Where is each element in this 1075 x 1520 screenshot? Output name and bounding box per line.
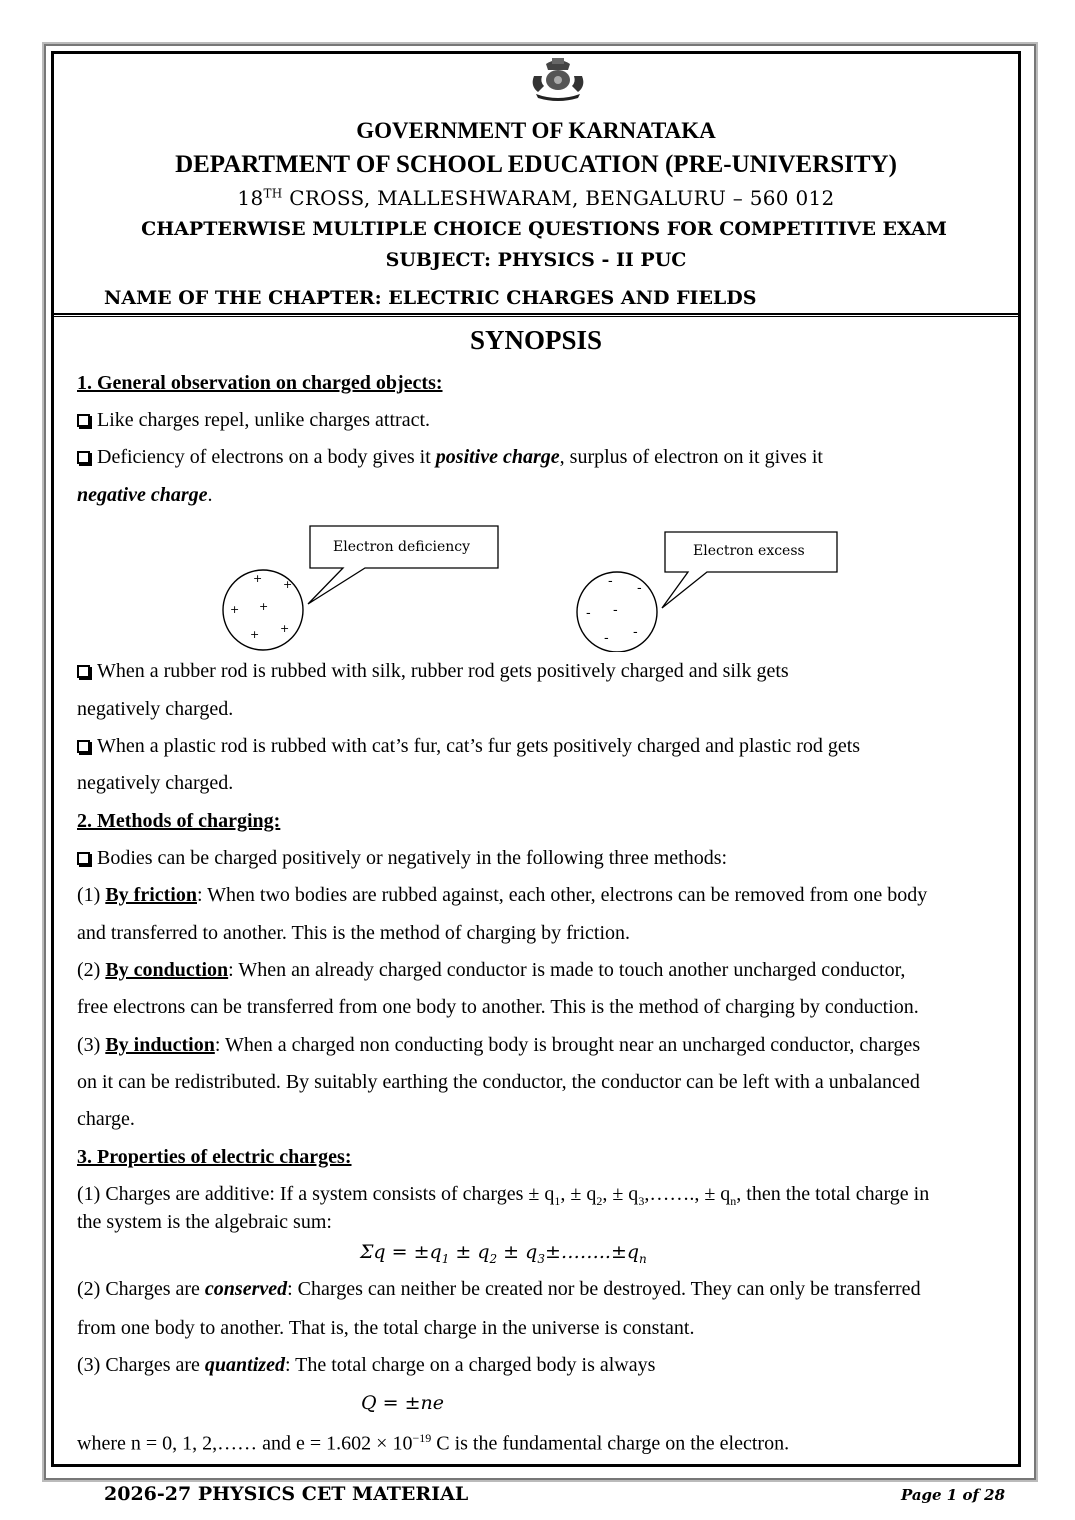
checkbox-bullet-icon [77,852,90,865]
s1-point-3-cont: negatively charged. [77,698,234,720]
s2-intro: Bodies can be charged positively or negatively in the following three methods: [77,847,727,870]
callout-electron-deficiency [308,526,498,604]
footer-page-number: Page 1 of 28 [900,1486,1005,1504]
header-subject: SUBJECT: PHYSICS - II PUC [385,249,687,271]
s2-method-3-cont: on it can be redistributed. By suitably earthing the conductor, the conductor can be left with a unbalanced [77,1071,920,1093]
s2-method-3-cont2: charge. [77,1108,135,1130]
minus-sign: - [586,606,591,621]
equation-quantization: Q = ±ne [361,1392,444,1414]
s3-property-1-cont: the system is the algebraic sum: [77,1211,332,1233]
section-3-heading: 3. Properties of electric charges: [77,1146,352,1168]
synopsis-title: SYNOPSIS [469,325,603,355]
s1-point-2-cont: negative charge. [77,484,213,506]
s2-method-2: (2) By conduction: When an already charged conductor is made to touch another uncharged conductor, [77,959,906,981]
s3-property-3-cont: where n = 0, 1, 2,…… and $e = 1.602 \times 10^{-19}$ C is the fundamental charge on the electron. [77,1431,790,1455]
header-separator [51,313,1021,317]
checkbox-bullet-icon [77,740,90,753]
plus-sign: + [253,572,263,585]
minus-sign: - [608,574,613,589]
s1-point-4: When a plastic rod is rubbed with cat’s fur, cat’s fur gets positively charged and plastic rod gets [77,735,860,758]
checkbox-bullet-icon [77,451,90,464]
footer-material-title: 2026-27 PHYSICS CET MATERIAL [104,1483,469,1505]
header-department: DEPARTMENT OF SCHOOL EDUCATION (PRE-UNIVERSITY) [175,151,897,178]
label-electron-excess: Electron excess [693,543,805,559]
karnataka-emblem-icon [526,56,590,102]
minus-sign: - [637,581,642,596]
checkbox-bullet-icon [77,414,90,427]
plus-sign: + [283,578,293,591]
minus-sign: - [613,603,618,618]
minus-sign: - [633,625,638,640]
plus-sign: + [259,600,269,613]
section-2-heading: 2. Methods of charging: [77,810,281,832]
label-electron-deficiency: Electron deficiency [333,539,470,555]
s2-method-1: (1) By friction: When two bodies are rubbed against, each other, electrons can be removed from one body [77,884,928,906]
header-address: 18TH CROSS, MALLESHWARAM, BENGALURU – 560 012 [237,186,835,210]
chapter-name: NAME OF THE CHAPTER: ELECTRIC CHARGES AND FIELDS [104,287,757,309]
s2-method-3: (3) By induction: When a charged non conducting body is brought near an uncharged conductor, charges [77,1034,921,1056]
s1-point-3: When a rubber rod is rubbed with silk, rubber rod gets positively charged and silk gets [77,660,789,683]
s2-method-1-cont: and transferred to another. This is the method of charging by friction. [77,922,631,944]
s2-method-2-cont: free electrons can be transferred from one body to another. This is the method of charging by conduction. [77,996,919,1018]
equation-sum-of-charges: $\Sigma q = \pm q_1 \pm q_2$ ± $q_3\pm\dots\dots..\pm q_n$ [360,1241,647,1266]
s1-point-2: Deficiency of electrons on a body gives it positive charge, surplus of electron on it gives it [77,446,823,469]
plus-sign: + [280,622,290,635]
checkbox-bullet-icon [77,665,90,678]
plus-sign: + [230,603,240,616]
header-government: GOVERNMENT OF KARNATAKA [356,118,716,143]
s3-property-1: (1) Charges are additive: If a system consists of charges ± $q_1$, ± $q_2$, ± $q_3,\dots\dots$., ± $q_n$, then the total charge in [77,1183,930,1208]
s3-property-2-cont: from one body to another. That is, the total charge in the universe is constant. [77,1317,695,1339]
s3-property-3: (3) Charges are quantized: The total charge on a charged body is always [77,1354,656,1376]
charge-diagram [215,522,845,652]
s3-property-2: (2) Charges are conserved: Charges can neither be created nor be destroyed. They can only be transferred [77,1278,921,1300]
s1-point-4-cont: negatively charged. [77,772,234,794]
s1-point-1: Like charges repel, unlike charges attract. [77,409,430,432]
section-1-heading: 1. General observation on charged objects: [77,372,443,394]
plus-sign: + [250,628,260,641]
minus-sign: - [604,631,609,646]
header-mcq-title: CHAPTERWISE MULTIPLE CHOICE QUESTIONS FOR COMPETITIVE EXAM [141,218,947,240]
